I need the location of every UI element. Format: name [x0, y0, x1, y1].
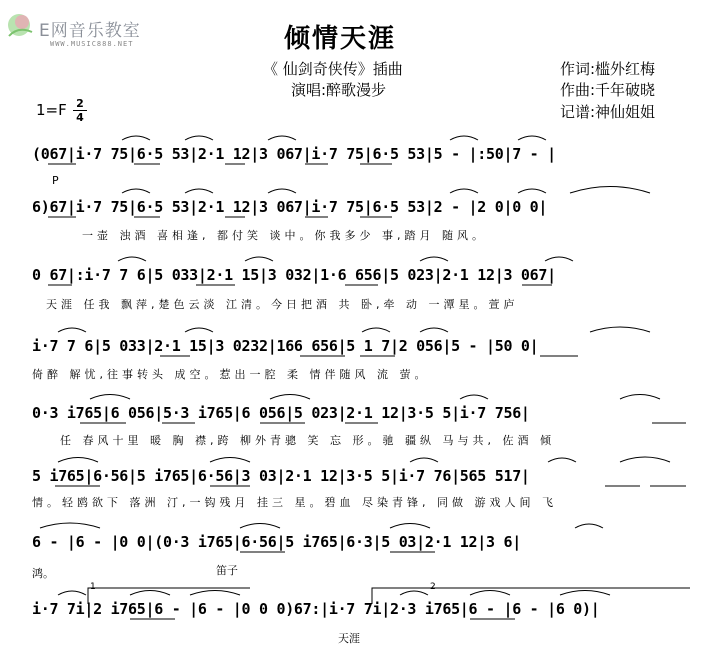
score-row-1: (067|i·7 75|6·5 53|2·1 12|3 067|i·7 75|6·5 53|5 - |:50|7 - |: [32, 145, 556, 163]
lyrics-row-4: 倚醉 解忧,往事转头 成空。惹出一腔 柔 情伴随风 流 萤。: [32, 368, 430, 381]
lyrics-row-8: 天涯: [338, 632, 360, 645]
song-source: 《 仙剑奇侠传》插曲: [263, 60, 403, 78]
dynamic-mark: P: [52, 174, 59, 187]
instrument-label: 笛子: [216, 564, 238, 577]
logo-url: WWW.MUSIC888.NET: [50, 40, 134, 48]
lyricist: 作词:槛外红梅: [560, 60, 656, 78]
singer: 演唱:醉歌漫步: [291, 81, 387, 99]
volta-1-label: 1: [90, 582, 96, 592]
time-top: 2: [76, 97, 84, 110]
logo-text: E网音乐教室: [39, 21, 141, 41]
song-title: 倾情天涯: [284, 24, 397, 54]
lyrics-row-3: 天涯 任我 飘萍,楚色云淡 江清。今日把酒 共 卧,牵 动 一潭星。萱庐: [46, 298, 519, 311]
score-row-7: 6 - |6 - |0 0|(0·3 i765|6·56|5 i765|6·3|5 03|2·1 12|3 6|: [32, 533, 521, 551]
score-row-4: i·7 7 6|5 033|2·1 15|3 0232|166 656|5 1 7|2 056|5 - |50 0|: [32, 337, 539, 355]
volta-2-label: 2: [430, 582, 436, 592]
lyrics-row-5: 任 春风十里 暖 胸 襟,跨 柳外青骢 笑 忘 形。驰 疆纵 马与共, 佐酒 倾: [60, 434, 555, 447]
lyrics-row-6: 情。轻鸥欲下 落洲 汀,一钩残月 挂三 星。碧血 尽染青锋, 同做 游戏人间 飞: [32, 496, 557, 509]
score-row-5: 0·3 i765|6 056|5·3 i765|6 056|5 023|2·1 12|3·5 5|i·7 756|: [32, 404, 530, 422]
key-signature: 1=F: [36, 101, 67, 119]
score-row-6: 5 i765|6·56|5 i765|6·56|3 03|2·1 12|3·5 5|i·7 76|565 517|: [32, 467, 530, 485]
score-row-3: 0 67|:i·7 7 6|5 033|2·1 15|3 032|1·6 656|5 023|2·1 12|3 067|: [32, 266, 556, 284]
lyrics-row-7: 鸿。: [32, 567, 54, 580]
time-bottom: 4: [76, 111, 84, 124]
lyrics-row-2: 一壶 浊酒 喜相逢, 都付笑 谈中。你我多少 事,踏月 随风。: [82, 229, 487, 242]
score-row-2: 6)67|i·7 75|6·5 53|2·1 12|3 067|i·7 75|6·5 53|2 - |2 0|0 0|: [32, 198, 548, 216]
transcriber: 记谱:神仙姐姐: [560, 103, 656, 121]
score-row-8: i·7 7i|2 i765|6 - |6 - |0 0 0)67:|i·7 7i|2·3 i765|6 - |6 - |6 0)|: [32, 600, 600, 618]
composer: 作曲:千年破晓: [560, 81, 656, 99]
